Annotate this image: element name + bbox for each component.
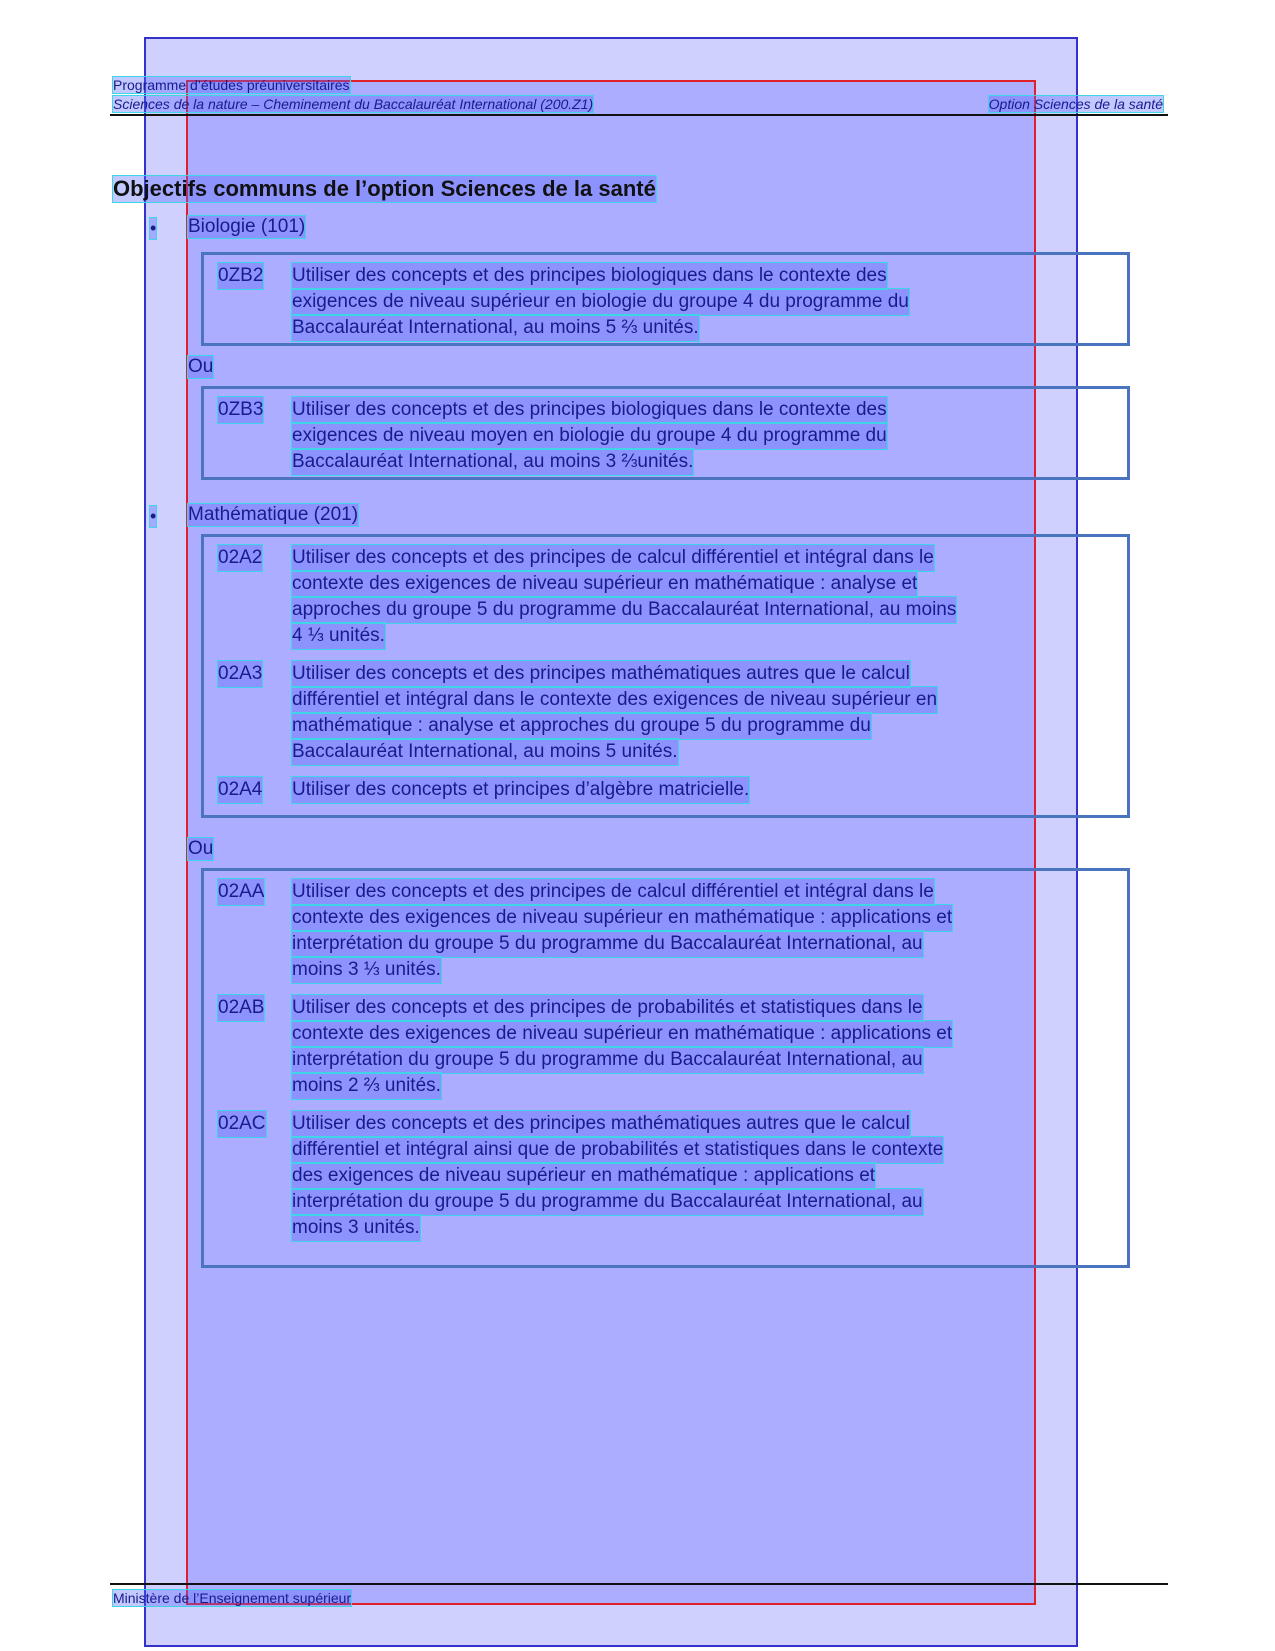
objective-line: Baccalauréat International, au moins 5 ⅔ unités. [292, 315, 699, 341]
objective-line: différentiel et intégral dans le contexte des exigences de niveau supérieur en [292, 687, 937, 713]
objective-box-0zb3 [201, 386, 1130, 480]
objective-line: différentiel et intégral ainsi que de probabilités et statistiques dans le contexte [292, 1137, 943, 1163]
objective-line: Utiliser des concepts et principes d’algèbre matricielle. [292, 777, 749, 803]
objective-line: Baccalauréat International, au moins 5 unités. [292, 739, 678, 765]
bullet-biologie: • [150, 218, 157, 238]
objective-line: mathématique : analyse et approches du groupe 5 du programme du [292, 713, 871, 739]
objective-code: 0ZB2 [218, 263, 263, 289]
objective-line: Utiliser des concepts et des principes biologiques dans le contexte des [292, 397, 887, 423]
objective-line: Utiliser des concepts et des principes de calcul différentiel et intégral dans le [292, 879, 934, 905]
objective-box-02a [201, 534, 1130, 818]
objective-line: Utiliser des concepts et des principes mathématiques autres que le calcul [292, 661, 910, 687]
header-program-name: Sciences de la nature – Cheminement du Baccalauréat International (200.Z1) [113, 96, 594, 112]
objective-line: interprétation du groupe 5 du programme du Baccalauréat International, au [292, 931, 923, 957]
footer-rule [110, 1583, 1168, 1585]
objective-line: approches du groupe 5 du programme du Baccalauréat International, au moins [292, 597, 956, 623]
objective-line: Baccalauréat International, au moins 3 ⅔unités. [292, 449, 693, 475]
objective-line: contexte des exigences de niveau supérieur en mathématique : applications et [292, 1021, 952, 1047]
objective-line: Utiliser des concepts et des principes biologiques dans le contexte des [292, 263, 887, 289]
course-mathematique: Mathématique (201) [188, 504, 359, 525]
objective-code: 0ZB3 [218, 397, 263, 423]
objective-line: Utiliser des concepts et des principes mathématiques autres que le calcul [292, 1111, 910, 1137]
objective-code: 02A3 [218, 661, 262, 687]
objective-line: moins 2 ⅔ unités. [292, 1073, 441, 1099]
header-rule [110, 114, 1168, 116]
objective-code: 02AB [218, 995, 264, 1021]
objective-line: moins 3 ⅓ unités. [292, 957, 441, 983]
objective-line: contexte des exigences de niveau supérieur en mathématique : applications et [292, 905, 952, 931]
ou-label: Ou [188, 356, 214, 377]
objective-line: moins 3 unités. [292, 1215, 420, 1241]
header-program: Programme d’études préuniversitaires [113, 77, 350, 93]
ou-label: Ou [188, 838, 214, 859]
objective-line: contexte des exigences de niveau supérieur en mathématique : analyse et [292, 571, 917, 597]
objective-line: Utiliser des concepts et des principes de calcul différentiel et intégral dans le [292, 545, 934, 571]
bullet-mathematique: • [150, 506, 157, 526]
objective-code: 02AC [218, 1111, 266, 1137]
objective-code: 02A2 [218, 545, 262, 571]
course-biologie: Biologie (101) [188, 216, 306, 237]
footer-ministry: Ministère de l’Enseignement supérieur [113, 1590, 352, 1606]
objective-code: 02A4 [218, 777, 262, 803]
section-title: Objectifs communs de l’option Sciences de la santé [113, 176, 656, 201]
objective-box-02aa [201, 868, 1130, 1268]
objective-box-0zb2 [201, 252, 1130, 346]
objective-line: interprétation du groupe 5 du programme du Baccalauréat International, au [292, 1189, 923, 1215]
objective-line: exigences de niveau moyen en biologie du groupe 4 du programme du [292, 423, 887, 449]
header-option: Option Sciences de la santé [988, 96, 1163, 112]
objective-code: 02AA [218, 879, 264, 905]
objective-line: Utiliser des concepts et des principes de probabilités et statistiques dans le [292, 995, 923, 1021]
objective-line: interprétation du groupe 5 du programme du Baccalauréat International, au [292, 1047, 923, 1073]
objective-line: 4 ⅓ unités. [292, 623, 385, 649]
objective-line: exigences de niveau supérieur en biologie du groupe 4 du programme du [292, 289, 909, 315]
objective-line: des exigences de niveau supérieur en mathématique : applications et [292, 1163, 875, 1189]
